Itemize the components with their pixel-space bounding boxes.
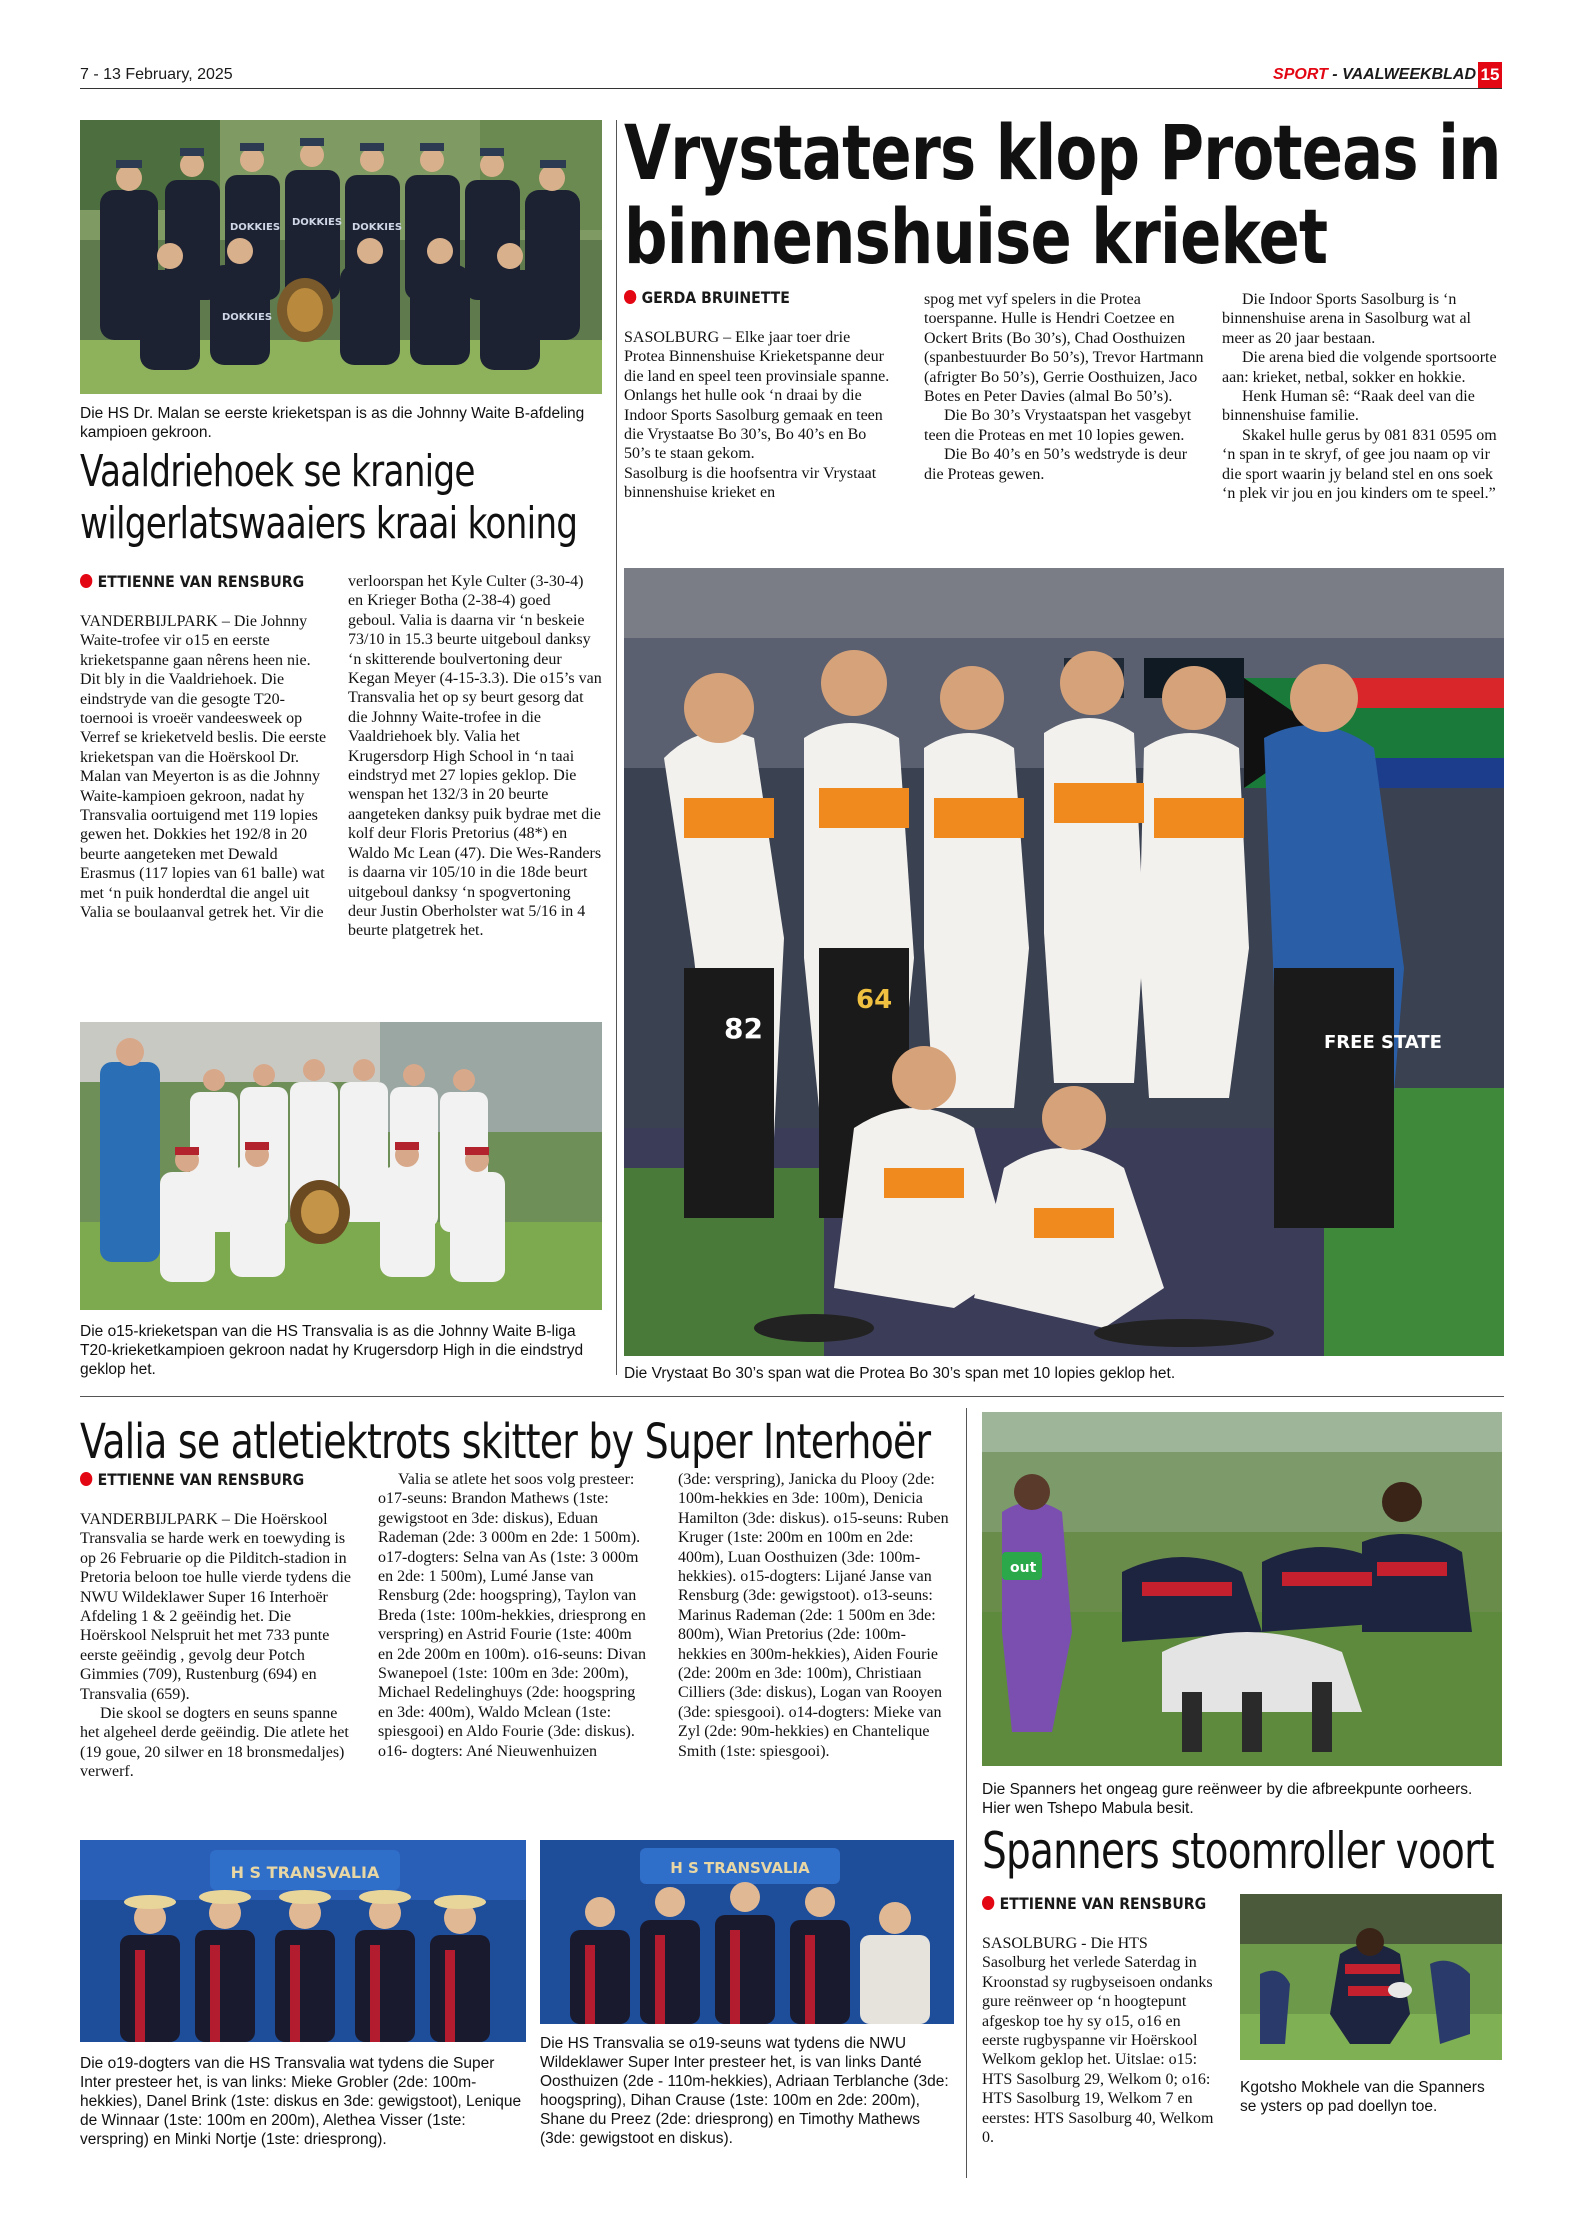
- headline-vrystaters-2: binnenshuise krieket: [624, 192, 1328, 281]
- paragraph: Onlangs het hulle ook ‘n draai by die Indoor Sports Sasolburg gemaak en teen die Vrystaatse Bo 30’s, Bo 40’s en Bo 50’s te staan gekom.: [624, 387, 883, 463]
- article-vrystaters-col2: [924, 290, 1204, 484]
- photo-caption-transvalia-o15: Die o15-krieketspan van die HS Transvalia is as die Johnny Waite B-liga T20-krieketkampioen gekroon nadat hy Krugersdorp High in die eindstryd geklop het.: [80, 1323, 584, 1378]
- article-vrystaters-col1: [624, 328, 894, 503]
- shirt-text-2: DOKKIES: [292, 217, 343, 228]
- article-valia-col3: (3de: verspring), Janicka du Plooy (2de: 100m-hekkies en 3de: 100m), Denicia Hamilton (3de: diskus). o15-seuns: Ruben Kruger (1ste: 200m en 100m en 2de: 400m), Luan Oosthuizen (3de: 100m-hekkies). o15-dogters: Lijané Janse van Rensburg (3de: gewigstoot). o13-seuns: Marinus Rademan (2de: 1 500m en 3de: 800m), Wian Pretorius (2de: 100m-hekkies en 300m-hekkies), Aiden Fourie (2de: 200m en 3de: 100m), Christiaan Cilliers (3de: diskus), Logan van Rooyen (3de: spiesgooi). o14-dogters: Mieke van Zyl (2de: 90m-hekkies) en Chantelique Smith (1ste: spiesgooi).: [678, 1471, 949, 1760]
- pants-text: FREE STATE: [1324, 1032, 1442, 1053]
- section-label: [1273, 66, 1476, 84]
- headline-vrystaters-1: Vrystaters klop Proteas in: [624, 108, 1501, 197]
- paragraph: Die arena bied die volgende sportsoorte aan: krieket, netbal, sokker en hokkie.: [1222, 349, 1497, 386]
- byline-bullet-icon: [80, 574, 92, 588]
- shirt-text-1: DOKKIES: [230, 222, 281, 233]
- jersey-number-64: 64: [856, 985, 893, 1015]
- issue-date: 7 - 13 February, 2025: [80, 66, 233, 83]
- byline-vaaldriehoek: [80, 572, 304, 591]
- paragraph: VANDERBIJLPARK – Die Hoërskool Transvalia se harde werk en toewyding is op 26 Februarie op die Pilditch-stadion in Pretoria beloon toe hulle vierde tydens die NWU Wildeklawer Super 16 Interhoër Afdeling 1 & 2 geëindig het. Die Hoërskool Nelspruit het met 733 punte eerste geëindig , gevolg deur Potch Gimmies (709), Rustenburg (694) en Transvalia (659).: [80, 1511, 352, 1703]
- paragraph: Die Bo 30’s Vrystaatspan het vasgebyt teen die Proteas en met 10 lopies gewen.: [924, 407, 1192, 444]
- section-sport: SPORT: [1273, 66, 1328, 83]
- byline-vrystaters: [624, 288, 790, 307]
- banner-text: H S TRANSVALIA: [230, 1863, 380, 1882]
- paragraph: Die Bo 40’s en 50’s wedstryde is deur die Proteas gewen.: [924, 446, 1188, 483]
- article-valia-col2: Valia se atlete het soos volg presteer: o17-seuns: Brandon Mathews (1ste: gewigstoot en 3de: diskus), Eduan Rademan (2de: 3 000m en 2de: 1 500m). o17-dogters: Selna van As (1ste: 3 000m en 2de: 1 500m), Lumé Janse van Rensburg (2de: hoogspring), Taylon van Breda (1ste: 100m-hekkies, driesprong en verspring) en Astrid Fourie (1ste: 400m en 2de 200m en 100m). o16-seuns: Divan Swanepoel (1ste: 100m en 3de: 200m), Michael Redelinghuys (2de: hoogspring en 3de: 400m), Waldo Mclean (1ste: spiesgooi) en Aldo Fourie (3de: diskus). o16- dogters: Ané Nieuwenhuizen: [378, 1471, 646, 1760]
- headline-vaaldriehoek-2: wilgerlatswaaiers kraai koning: [80, 498, 578, 549]
- photo-caption-dr-malan: Die HS Dr. Malan se eerste krieketspan is as die Johnny Waite B-afdeling kampioen gekroon.: [80, 405, 585, 441]
- photo-transvalia-o15-team: [80, 1022, 602, 1310]
- shirt-text-3: DOKKIES: [352, 222, 403, 233]
- paragraph: SASOLBURG – Elke jaar toer drie Protea Binnenshuise Krieketspanne deur die land en speel teen provinsiale spanne.: [624, 329, 890, 385]
- headline-vaaldriehoek-1: Vaaldriehoek se kranige: [80, 446, 475, 497]
- photo-caption-o19-boys: Die HS Transvalia se o19-seuns wat tydens die NWU Wildeklawer Super Inter presteer het, is van links Danté Oosthuizen (2de - 110m-hekkies), Adriaan Terblanche (3de: hoogspring), Dihan Crause (1ste: 100m en 2de: 200m), Shane du Preez (2de: driesprong) en Timothy Mathews (3de: gewigstoot en diskus).: [540, 2035, 949, 2147]
- photo-caption-o19-girls: Die o19-dogters van die HS Transvalia wat tydens die Super Inter presteer het, is van links: Mieke Grobler (2de: 100m-hekkies), Danel Brink (1ste: diskus en 3de: gewigstoot), Lenique de Winnaar (1ste: 100m en 200m), Alethea Visser (1ste: verspring) en Minki Nortje (1ste: driesprong).: [80, 2055, 522, 2148]
- byline-bullet-icon: [982, 1896, 994, 1910]
- byline-name: ETTIENNE VAN RENSBURG: [97, 572, 305, 591]
- banner-text: H S TRANSVALIA: [670, 1859, 810, 1877]
- header-rule: [80, 88, 1502, 89]
- byline-valia: [80, 1470, 304, 1489]
- article-vaaldriehoek-col1: VANDERBIJLPARK – Die Johnny Waite-trofee vir o15 en eerste krieketspanne gaan nêrens heen nie. Dit bly in die Vaaldriehoek. Die eindstryde van die gesogte T20-toernooi is vroeër vandeesweek op Verref se krieketveld beslis. Die eerste krieketspan van die Hoërskool Dr. Malan van Meyerton is as die Johnny Waite-kampioen gekroon, nadat hy Transvalia oortuigend met 119 lopies gewen het. Dokkies het 192/8 in 20 beurte aangeteken met Dewald Erasmus (117 lopies van 61 balle) wat met ‘n puik honderdtal die angel uit Valia se boulaanval getrek het. Vir die: [80, 613, 327, 922]
- headline-spanners: Spanners stoomroller voort: [982, 1822, 1494, 1880]
- paragraph: Die Indoor Sports Sasolburg is ‘n binnenshuise arena in Sasolburg wat al meer as 20 jaar bestaan.: [1222, 291, 1471, 347]
- ad-text: out: [1010, 1560, 1037, 1576]
- photo-caption-spanners-1: Die Spanners het ongeag gure reënweer by die afbreekpunte oorheers. Hier wen Tshepo Mabula besit.: [982, 1781, 1473, 1817]
- article-spanners: SASOLBURG - Die HTS Sasolburg het verlede Saterdag in Kroonstad sy rugbyseisoen ondanks gure reënweer op ‘n hoogtepunt afgeskop toe hy sy o15, o16 en eerste rugbyspanne vir Hoërskool Welkom geklop het. Uitslae: o15: HTS Sasolburg 29, Welkom 0; o16: HTS Sasolburg 19, Welkom 7 en eerstes: HTS Sasolburg 40, Welkom 0.: [982, 1935, 1214, 2147]
- photo-spanners-rugby-breakdown: [982, 1412, 1502, 1766]
- column-divider-top: [616, 120, 617, 1375]
- page-number: 15: [1478, 62, 1502, 88]
- section-paper: - VAALWEEKBLAD: [1327, 66, 1476, 83]
- byline-name: GERDA BRUINETTE: [641, 288, 790, 307]
- photo-kgotsho-mokhele-run: [1240, 1894, 1502, 2060]
- photo-dr-malan-cricket-team: [80, 120, 602, 394]
- paragraph: Die skool se dogters en seuns spanne het algeheel derde geëindig. Die atlete het (19 goue, 20 silwer en 18 bronsmedaljes) verwerf.: [80, 1705, 349, 1781]
- article-vaaldriehoek-col2: verloorspan het Kyle Culter (3-30-4) en Krieger Botha (2-38-4) goed geboul. Valia is daarna vir ‘n beskeie 73/10 in 15.3 beurte uitgeboul danksy ‘n skitterende boulvertoning deur Kegan Meyer (4-15-3.3). Die o15’s van Transvalia het op sy beurt gesorg dat die Johnny Waite-trofee in die Vaaldriehoek bly. Valia het Krugersdorp High School in ‘n taai eindstryd met 27 lopies geklop. Die wenspan het 132/3 in 20 beurte aangeteken danksy puik bydrae met die kolf deur Floris Pretorius (48*) en Waldo Mc Lean (47). Die Wes-Randers is daarna vir 105/10 in die 18de beurt uitgeboul danksy ‘n spogvertoning deur Justin Oberholster wat 5/16 in 4 beurte platgetrek het.: [348, 573, 602, 940]
- article-valia-col1: [80, 1510, 352, 1782]
- photo-transvalia-o19-boys: [540, 1840, 954, 2024]
- byline-bullet-icon: [80, 1472, 92, 1486]
- photo-caption-vrystaat: Die Vrystaat Bo 30’s span wat die Protea Bo 30’s span met 10 lopies geklop het.: [624, 1365, 1176, 1382]
- paragraph: Sasolburg is die hoofsentra vir Vrystaat binnenshuise krieket en: [624, 464, 877, 502]
- column-divider-bottom: [966, 1408, 967, 2178]
- byline-bullet-icon: [624, 290, 636, 304]
- photo-transvalia-o19-girls: [80, 1840, 526, 2042]
- photo-vrystaat-bo30-team: [624, 568, 1504, 1356]
- byline-spanners: [982, 1894, 1206, 1913]
- photo-caption-spanners-2: Kgotsho Mokhele van die Spanners se ysters op pad doellyn toe.: [1240, 2079, 1485, 2115]
- byline-name: ETTIENNE VAN RENSBURG: [97, 1470, 305, 1489]
- article-vrystaters-col3: [1222, 290, 1498, 503]
- section-divider: [80, 1396, 1504, 1397]
- paragraph: Skakel hulle gerus by 081 831 0595 om ‘n span in te skryf, of gee jou naam op vir die sport waarin jy beland stel en ons soek ‘n plek vir jou en jou kinders om te speel.”: [1222, 426, 1497, 503]
- jersey-number-82: 82: [724, 1012, 763, 1045]
- shirt-text-4: DOKKIES: [222, 312, 273, 323]
- paragraph: Henk Human sê: “Raak deel van die binnenshuise familie.: [1222, 388, 1475, 425]
- headline-valia: Valia se atletiektrots skitter by Super Interhoër: [80, 1414, 931, 1470]
- byline-name: ETTIENNE VAN RENSBURG: [999, 1894, 1207, 1913]
- paragraph: spog met vyf spelers in die Protea toerspanne. Hulle is Hendri Coetzee en Ockert Brits (Bo 30’s), Chad Oosthuizen (spanbestuurder Bo 50’s), Trevor Hartmann (afrigter Bo 50’s), Gerrie Oosthuizen, Jaco Botes en Peter Davies (almal Bo 50’s).: [924, 291, 1204, 406]
